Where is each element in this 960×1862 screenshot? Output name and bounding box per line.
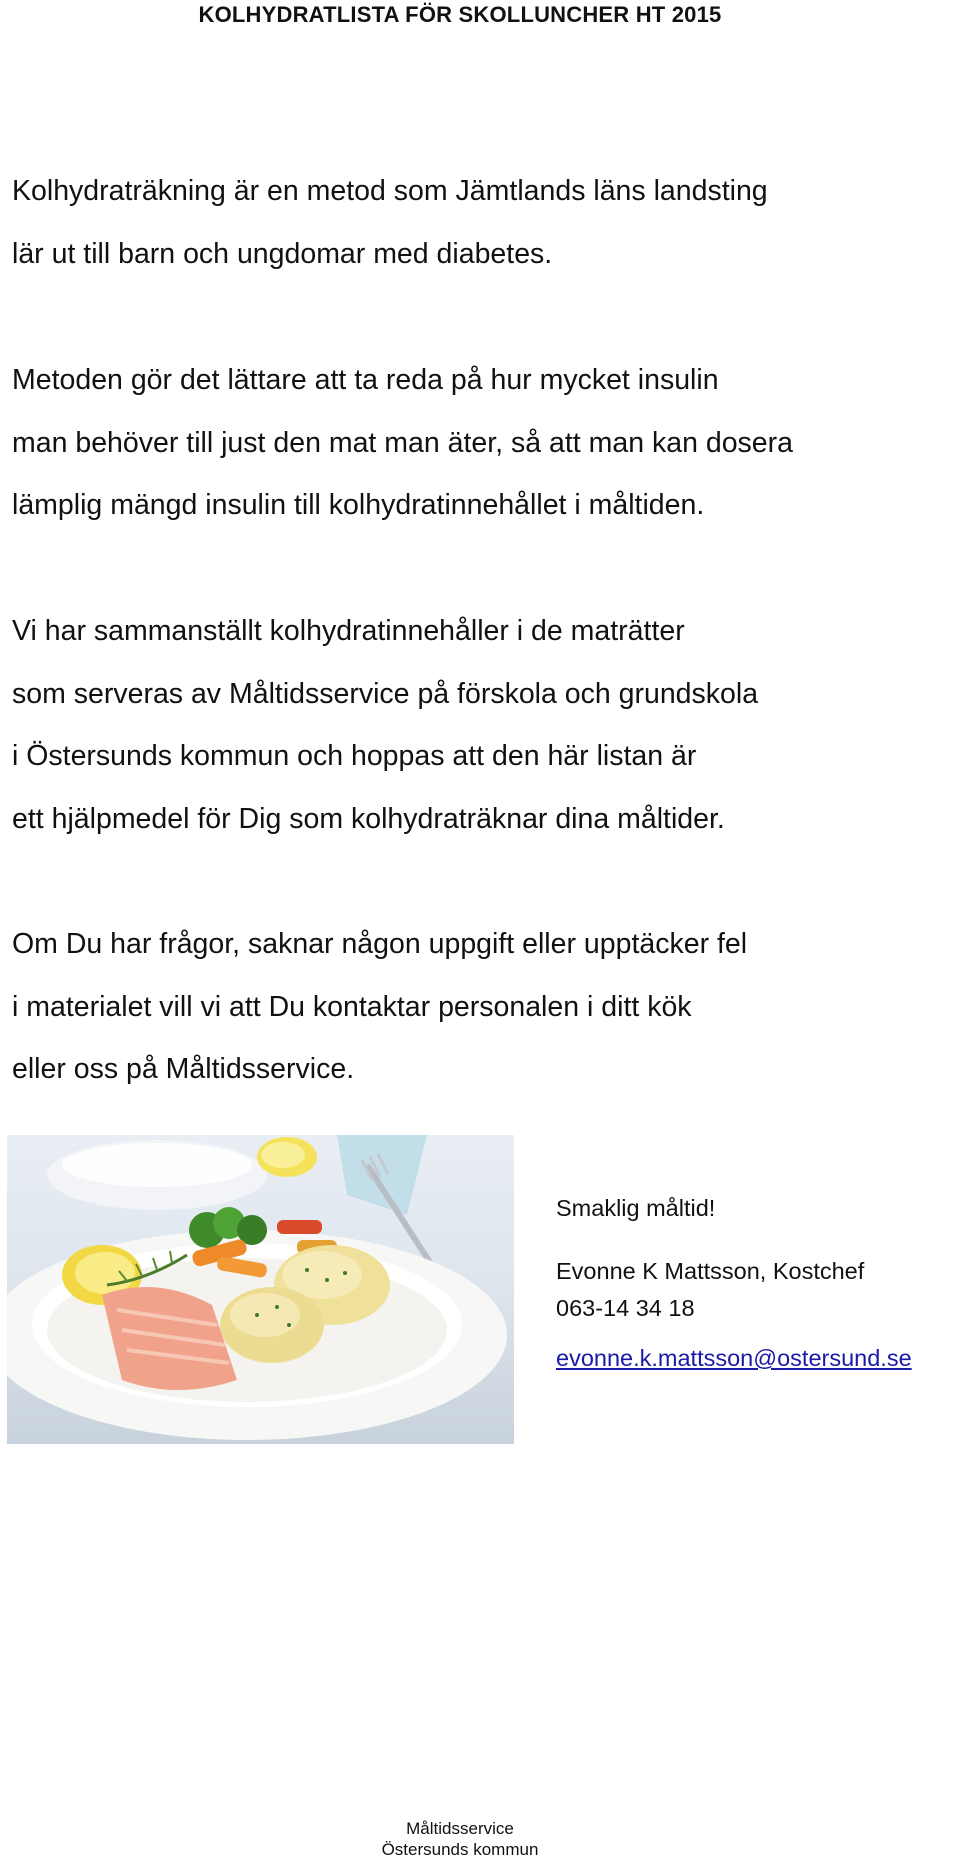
signature-phone: 063-14 34 18 [556,1295,695,1321]
paragraph-line: Om Du har frågor, saknar någon uppgift eller upptäcker fel [12,928,748,960]
paragraph-line: Metoden gör det lättare att ta reda på hur mycket insulin [12,364,719,396]
footer-organization: Måltidsservice [406,1819,514,1838]
contact-paragraph [12,913,942,1101]
paragraph-line: som serveras av Måltidsservice på förskola och grundskola [12,677,759,710]
paragraph-line: eller oss på Måltidsservice. [12,1053,355,1085]
footer-municipality: Östersunds kommun [381,1840,539,1859]
salmon-plate-illustration [7,1135,514,1444]
paragraph-line: Vi har sammanställt kolhydratinnehåller i de maträtter [12,615,685,647]
paragraph-line: man behöver till just den mat man äter, så att man kan dosera [12,426,793,459]
intro-paragraph [12,160,942,285]
page-title: KOLHYDRATLISTA FÖR SKOLLUNCHER HT 2015 [198,2,722,27]
method-paragraph [12,349,942,537]
compilation-paragraph [12,600,942,850]
meal-photo [7,1135,514,1444]
paragraph-line: lämplig mängd insulin till kolhydratinnehållet i måltiden. [12,489,705,521]
email-link[interactable]: evonne.k.mattsson@ostersund.se [556,1345,912,1371]
paragraph-line: lär ut till barn och ungdomar med diabetes. [12,237,553,270]
signature-name: Evonne K Mattsson, Kostchef [556,1258,865,1284]
paragraph-line: Kolhydraträkning är en metod som Jämtlands läns landsting [12,175,768,207]
paragraph-line: ett hjälpmedel för Dig som kolhydraträknar dina måltider. [12,802,725,835]
paragraph-line: i Östersunds kommun och hoppas att den här listan är [12,740,697,772]
paragraph-line: i materialet vill vi att Du kontaktar personalen i ditt kök [12,990,692,1023]
greeting-text: Smaklig måltid! [556,1195,716,1221]
